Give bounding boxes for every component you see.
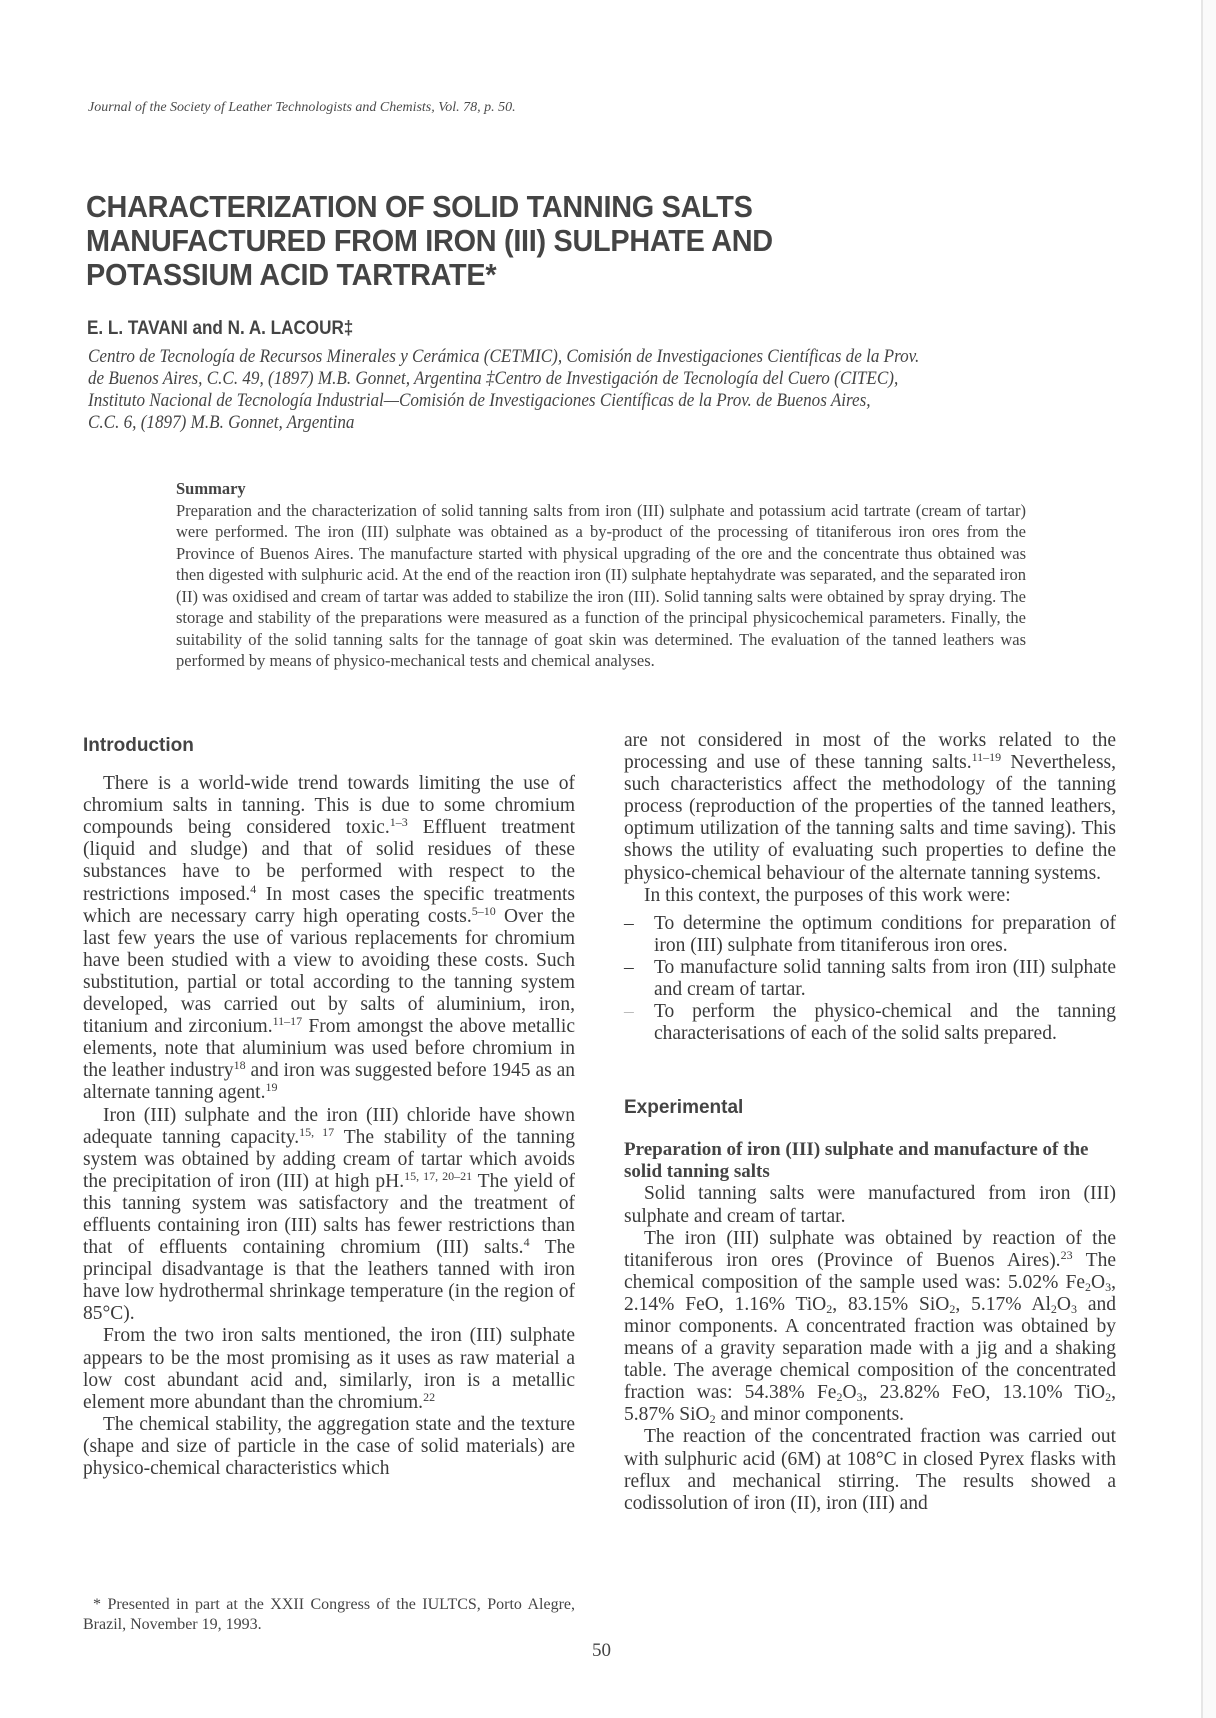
page-edge-line <box>1201 0 1203 1718</box>
affiliation-line: Centro de Tecnología de Recursos Minerales y Cerámica (CETMIC), Comisión de Investigaciones Científicas de la Prov. <box>88 346 920 367</box>
article-title <box>86 190 923 292</box>
intro-paragraph-5: In this context, the purposes of this work were: <box>644 884 1011 906</box>
summary-block <box>176 478 1026 672</box>
dash-bullet: – <box>624 912 634 934</box>
page-number: 50 <box>592 1640 611 1661</box>
citation: 1–3 <box>389 815 408 830</box>
list-item: – To manufacture solid tanning salts from iron (III) sulphate and cream of tartar. <box>624 956 1116 1001</box>
citation: 11–19 <box>971 750 1002 765</box>
footnote <box>83 1595 575 1635</box>
citation: 15, 17, 20–21 <box>404 1168 473 1183</box>
intro-paragraph-4-continued: are not considered in most of the works related to the processing and use of these tanning salts.$^{11-19}$ Nevertheless, such characteristics affect the methodology of the tanning process (reproduction of the properties of the tanned leathers, optimum utilization of the tanning salts and time saving). This shows the utility of evaluating such properties to define the physico-chemical behaviour of the alternate tanning systems. <box>624 730 1117 884</box>
affiliations <box>88 346 1060 434</box>
right-column <box>624 730 1116 1515</box>
list-item: – To determine the optimum conditions for preparation of iron (III) sulphate from titaniferous iron ores. <box>624 912 1116 956</box>
citation: 19 <box>265 1080 278 1095</box>
page-edge-shadow <box>1203 0 1216 1718</box>
purposes-list <box>624 913 1116 1046</box>
citation: 11–17 <box>272 1014 303 1029</box>
introduction-heading: Introduction <box>83 735 194 756</box>
citation: 5–10 <box>471 903 496 918</box>
running-head: Journal of the Society of Leather Technologists and Chemists, Vol. 78, p. 50. <box>88 100 516 115</box>
dash-bullet: – <box>624 1001 634 1023</box>
summary-text: Preparation and the characterization of solid tanning salts from iron (III) sulphate and potassium acid tartrate (cream of tartar) were performed. The iron (III) sulphate was obtained as a by-product of the processing of titaniferous iron ores from the Province of Buenos Aires. The manufacture started with physical upgrading of the ore and the concentrate thus obtained was then digested with sulphuric acid. At the end of the reaction iron (II) sulphate heptahydrate was separated, and the separated iron (II) was oxidised and cream of tartar was added to stabilize the iron (III). Solid tanning salts were obtained by spray drying. The storage and stability of the preparations were measured as a function of the principal physicochemical parameters. Finally, the suitability of the solid tanning salts for the tannage of goat skin was determined. The evaluation of the tanned leathers was performed by means of physico-mechanical tests and chemical analyses. <box>176 500 1026 670</box>
title-line: MANUFACTURED FROM IRON (III) SULPHATE AND <box>86 223 773 258</box>
affiliation-line: C.C. 6, (1897) M.B. Gonnet, Argentina <box>88 412 355 433</box>
citation: 23 <box>1060 1247 1073 1262</box>
summary-heading: Summary <box>176 479 246 498</box>
intro-paragraph-1: There is a world-wide trend towards limiting the use of chromium salts in tanning. This is due to some chromium compounds being considered toxic.$^{1-3}$ Effluent treatment (liquid and sludge) and that of solid residues of these substances have to be performed with respect to the restrictions imposed.$^4$ In most cases the specific treatments which are necessary carry high operating costs.$^{5-10}$ Over the last few years the use of various replacements for chromium have been studied with a view to avoiding these costs. Such substitution, partial or total according to the tanning system developed, was carried out by salts of aluminium, iron, titanium and zirconium.$^{11-17}$ From amongst the above metallic elements, note that aluminium was used before chromium in the leather industry$^{18}$ and iron was suggested before 1945 as an alternate tanning agent.$^{19}$ <box>83 773 575 1104</box>
list-item: – To perform the physico-chemical and the tanning characterisations of each of the solid salts prepared. <box>624 1001 1116 1045</box>
dash-bullet: – <box>624 956 634 978</box>
citation: 15, 17 <box>299 1124 335 1139</box>
citation: 22 <box>423 1389 436 1404</box>
affiliation-line: Instituto Nacional de Tecnología Industrial—Comisión de Investigaciones Científicas de la Prov. de Buenos Aires, <box>88 390 871 411</box>
experimental-heading: Experimental <box>624 1097 744 1119</box>
left-column <box>83 735 575 1480</box>
citation: 18 <box>233 1058 246 1073</box>
affiliation-line: de Buenos Aires, C.C. 49, (1897) M.B. Gonnet, Argentina ‡Centro de Investigación de Tecnología del Cuero (CITEC), <box>88 368 899 389</box>
citation: 4 <box>523 1235 530 1250</box>
citation: 4 <box>250 881 257 896</box>
intro-paragraph-3: From the two iron salts mentioned, the iron (III) sulphate appears to be the most promising as it uses as raw material a low cost abundant acid and, similarly, iron is a metallic element more abundant than the chromium.$^{22}$ <box>83 1325 575 1413</box>
intro-paragraph-2: Iron (III) sulphate and the iron (III) chloride have shown adequate tanning capacity.$^{15, 17}$ The stability of the tanning system was obtained by adding cream of tartar which avoids the precipitation of iron (III) at high pH.$^{15, 17, 20-21}$ The yield of this tanning system was satisfactory and the treatment of effluents containing iron (III) salts has fewer restrictions than that of effluents containing chromium (III) salts.$^4$ The principal disadvantage is that the leathers tanned with iron have low hydrothermal shrinkage temperature (in the region of 85°C). <box>83 1104 576 1325</box>
footnote-text: * Presented in part at the XXII Congress of the IULTCS, Porto Alegre, Brazil, November 19, 1993. <box>83 1596 575 1633</box>
title-line: CHARACTERIZATION OF SOLID TANNING SALTS <box>86 189 753 224</box>
experimental-paragraph-1: Solid tanning salts were manufactured from iron (III) sulphate and cream of tartar. <box>624 1183 1116 1227</box>
experimental-paragraph-2: The iron (III) sulphate was obtained by reaction of the titaniferous iron ores (Province of Buenos Aires).$^{23}$ The chemical composition of the sample used was: 5.02% $Fe_2O_3$, 2.14% FeO, 1.16% TiO$_2$, 83.15% SiO$_2$, 5.17% $Al_2O_3$ and minor components. A concentrated fraction was obtained by means of a gravity separation made with a jig and a shaking table. The average chemical composition of the concentrated fraction was: 54.38% $Fe_2O_3$, 23.82% FeO, 13.10% TiO$_2$, 5.87% SiO$_2$ and minor components. <box>624 1227 1117 1427</box>
experimental-subheading: Preparation of iron (III) sulphate and manufacture of the solid tanning salts <box>624 1139 1089 1183</box>
intro-paragraph-4: The chemical stability, the aggregation state and the texture (shape and size of particle in the case of solid materials) are physico-chemical characteristics which <box>83 1413 575 1479</box>
authors: E. L. TAVANI and N. A. LACOUR‡ <box>87 318 354 339</box>
title-line: POTASSIUM ACID TARTRATE* <box>86 257 497 292</box>
experimental-paragraph-3: The reaction of the concentrated fraction was carried out with sulphuric acid (6M) at 108°C in closed Pyrex flasks with reflux and mechanical stirring. The results showed a codissolution of iron (II), iron (III) and <box>624 1426 1116 1514</box>
